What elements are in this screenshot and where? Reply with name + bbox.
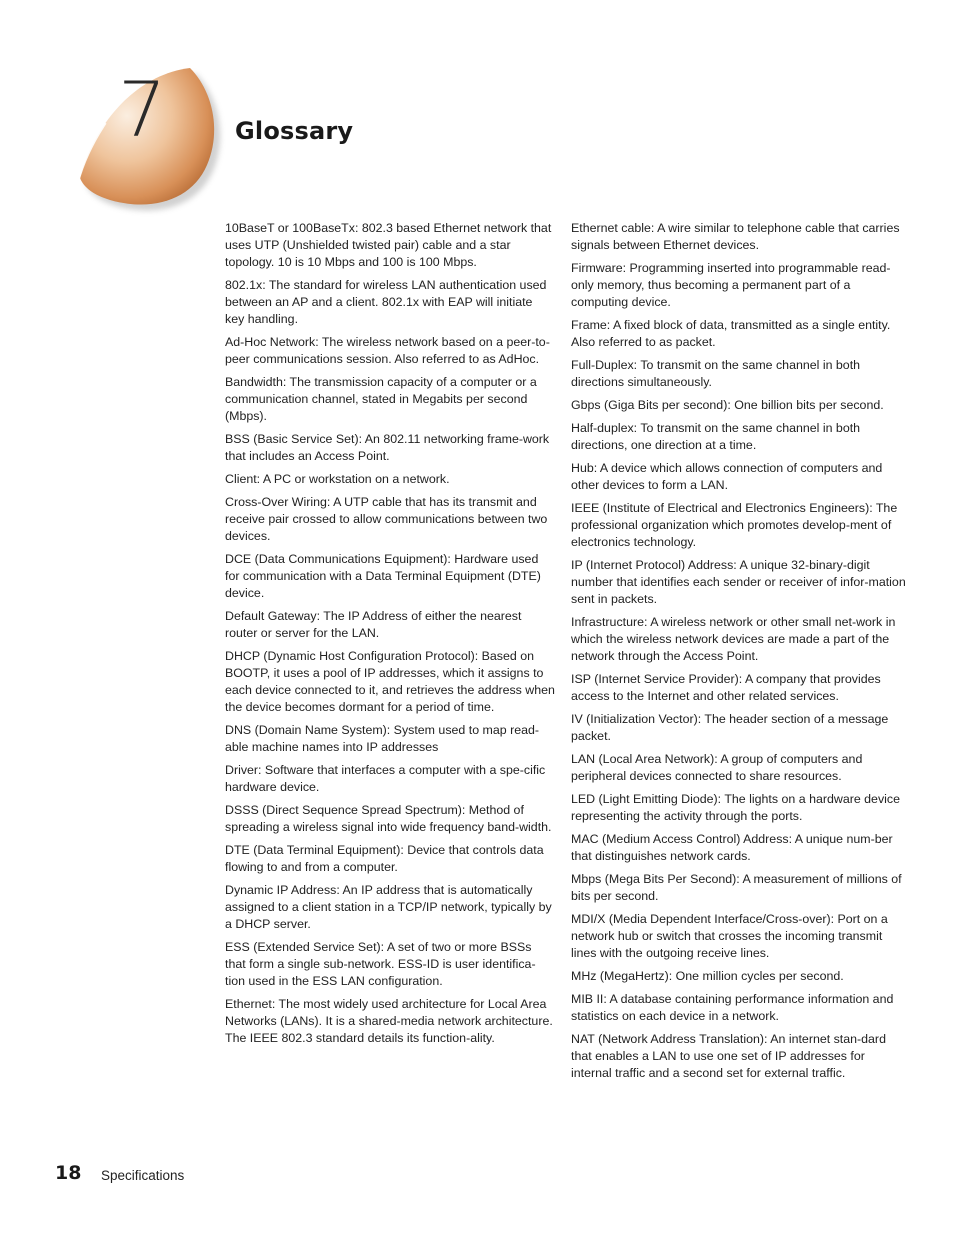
glossary-entry: Cross-Over Wiring: A UTP cable that has its transmit and receive pair crossed to allow communications between two devices.	[225, 495, 548, 543]
glossary-entry: Ad-Hoc Network: The wireless network based on a peer-to-peer communications session. Also referred to as AdHoc.	[225, 335, 550, 366]
glossary-entry: Infrastructure: A wireless network or other small net-work in which the wireless network devices are made a part of the network through the Access Point.	[571, 615, 896, 663]
glossary-entry: Gbps (Giga Bits per second): One billion bits per second.	[571, 398, 884, 412]
glossary-entry: LED (Light Emitting Diode): The lights on a hardware device representing the activity through the ports.	[571, 792, 900, 823]
footer-section-label: Specifications	[101, 1168, 185, 1183]
glossary-entry: Hub: A device which allows connection of computers and other devices to form a LAN.	[571, 461, 883, 492]
glossary-entry: BSS (Basic Service Set): An 802.11 networking frame-work that includes an Access Point.	[225, 432, 550, 463]
glossary-entry: DSSS (Direct Sequence Spread Spectrum): Method of spreading a wireless signal into wide frequency band-width.	[225, 803, 552, 834]
glossary-entry: DCE (Data Communications Equipment): Hardware used for communication with a Data Terminal Equipment (DTE) device.	[225, 552, 541, 600]
glossary-entry: 802.1x: The standard for wireless LAN authentication used between an AP and a client. 802.1x with EAP will initiate key handling.	[225, 278, 547, 326]
chapter-number: 7	[118, 65, 167, 154]
glossary-entry: Client: A PC or workstation on a network.	[225, 472, 450, 486]
glossary-entry: IP (Internet Protocol) Address: A unique 32-binary-digit number that identifies each sender or receiver of infor-mation sent in packets.	[571, 558, 906, 606]
glossary-entry: Full-Duplex: To transmit on the same channel in both directions simultaneously.	[571, 358, 861, 389]
glossary-entry: Firmware: Programming inserted into programmable read-only memory, thus becoming a permanent part of a computing device.	[571, 261, 891, 309]
glossary-entry: DTE (Data Terminal Equipment): Device that controls data flowing to and from a computer.	[225, 843, 544, 874]
glossary-entry: ISP (Internet Service Provider): A company that provides access to the Internet and other related services.	[571, 672, 881, 703]
glossary-entry: MDI/X (Media Dependent Interface/Cross-over): Port on a network hub or switch that crosses the incoming transmit lines with the outgoing receive lines.	[571, 912, 888, 960]
glossary-entry: Frame: A fixed block of data, transmitted as a single entity. Also referred to as packet.	[571, 318, 891, 349]
page-number: 18	[55, 1162, 82, 1184]
glossary-entry: Ethernet cable: A wire similar to telephone cable that carries signals between Ethernet devices.	[571, 221, 900, 252]
glossary-entry: MHz (MegaHertz): One million cycles per second.	[571, 969, 844, 983]
glossary-entry: NAT (Network Address Translation): An internet stan-dard that enables a LAN to use one set of IP addresses for internal traffic and a second set for external traffic.	[571, 1032, 886, 1080]
glossary-entry: Ethernet: The most widely used architecture for Local Area Networks (LANs). It is a shared-media network architecture. The IEEE 802.3 standard details its function-ality.	[225, 997, 553, 1045]
glossary-entry: LAN (Local Area Network): A group of computers and peripheral devices connected to share resources.	[571, 752, 863, 783]
glossary-entry: MIB II: A database containing performance information and statistics on each device in a network.	[571, 992, 894, 1023]
glossary-column-left	[225, 220, 555, 1053]
glossary-entry: Driver: Software that interfaces a computer with a spe-cific hardware device.	[225, 763, 546, 794]
glossary-entry: Mbps (Mega Bits Per Second): A measurement of millions of bits per second.	[571, 872, 902, 903]
glossary-entry: MAC (Medium Access Control) Address: A unique num-ber that distinguishes network cards.	[571, 832, 893, 863]
glossary-entry: IEEE (Institute of Electrical and Electronics Engineers): The professional organization which promotes develop-ment of electronics technology.	[571, 501, 898, 549]
glossary-entry: DHCP (Dynamic Host Configuration Protocol): Based on BOOTP, it uses a pool of IP addresses, which it assigns to each device connected to it, and retrieves the address when the device becomes dormant for a period of time.	[225, 649, 555, 714]
glossary-entry: Default Gateway: The IP Address of either the nearest router or server for the LAN.	[225, 609, 522, 640]
glossary-entry: Bandwidth: The transmission capacity of a computer or a communication channel, stated in Megabits per second (Mbps).	[225, 375, 537, 423]
glossary-column-right	[571, 220, 907, 1088]
glossary-entry: ESS (Extended Service Set): A set of two or more BSSs that form a single sub-network. ESS-ID is user identifica-tion used in the ESS LAN configuration.	[225, 940, 536, 988]
glossary-entry: DNS (Domain Name System): System used to map read-able machine names into IP addresses	[225, 723, 539, 754]
glossary-entry: Half-duplex: To transmit on the same channel in both directions, one direction at a time.	[571, 421, 861, 452]
glossary-entry: IV (Initialization Vector): The header section of a message packet.	[571, 712, 889, 743]
glossary-entry: 10BaseT or 100BaseTx: 802.3 based Ethernet network that uses UTP (Unshielded twisted pair) cable and a star topology. 10 is 10 Mbps and 100 is 100 Mbps.	[225, 221, 552, 269]
page-title: Glossary	[235, 117, 354, 145]
glossary-entry: Dynamic IP Address: An IP address that is automatically assigned to a client station in a TCP/IP network, typically by a DHCP server.	[225, 883, 552, 931]
